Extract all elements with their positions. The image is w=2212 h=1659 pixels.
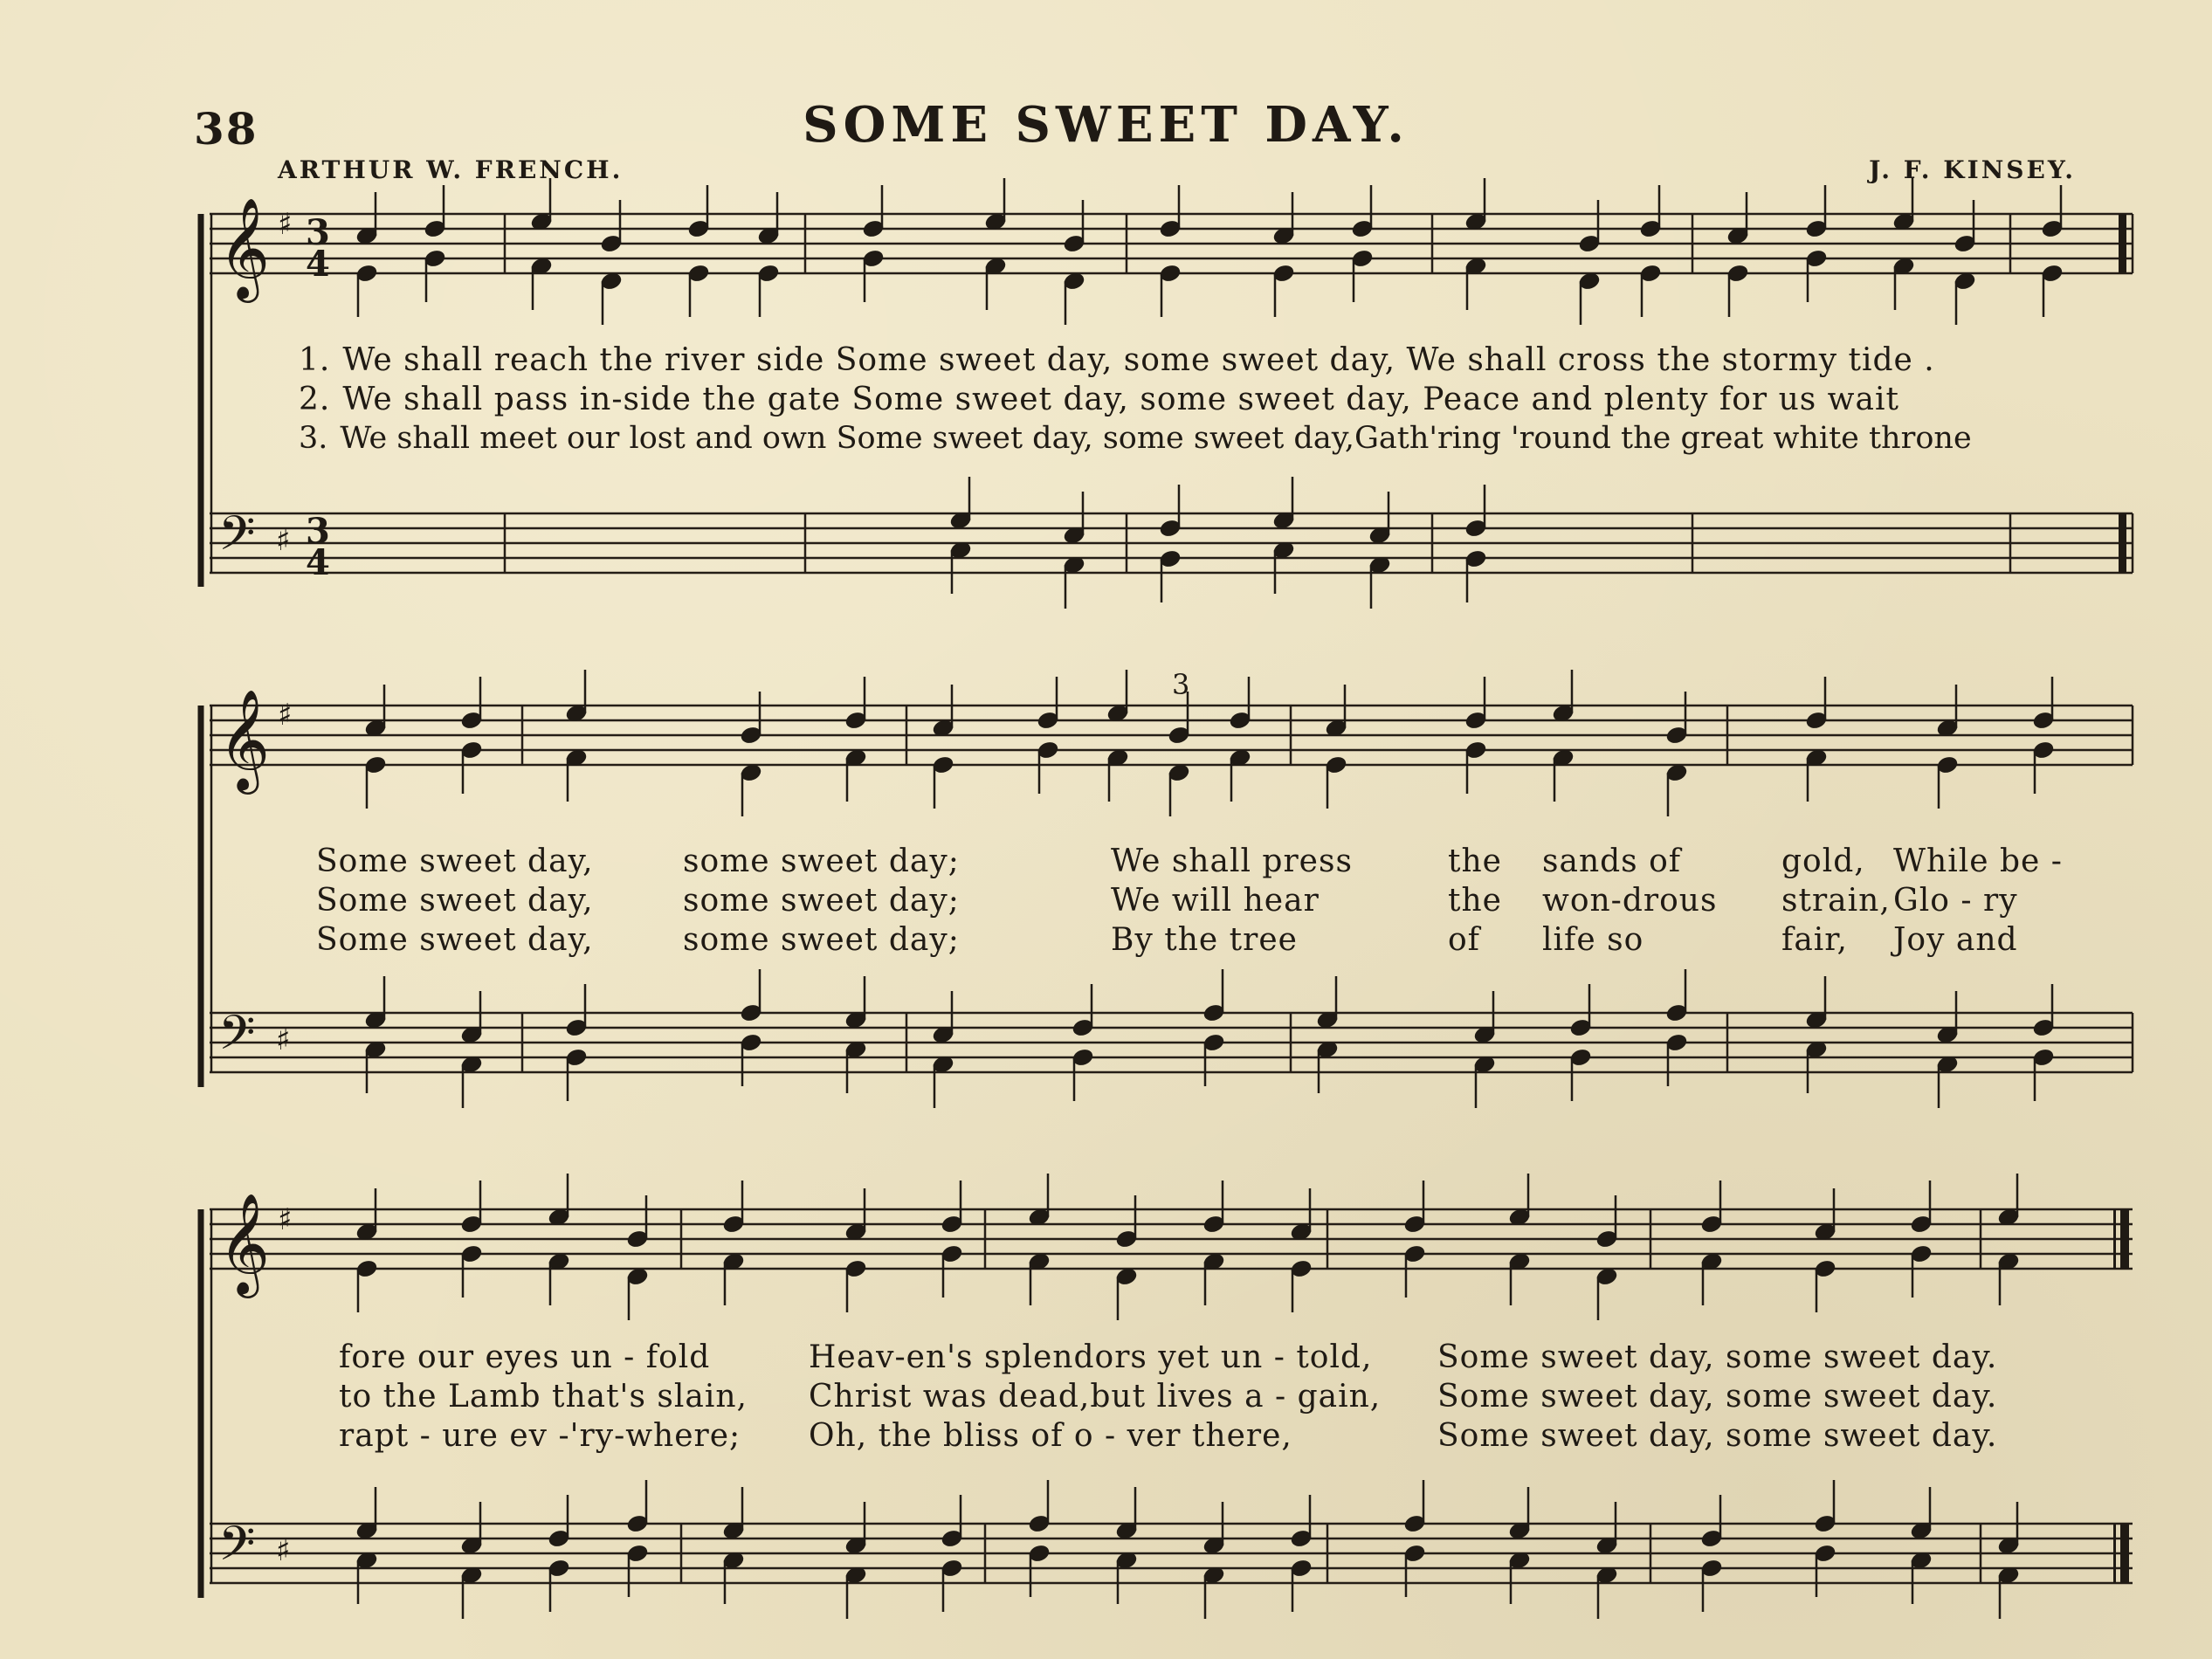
- page-number: 38: [194, 103, 258, 155]
- lyric-chunk: Some sweet day,: [316, 843, 594, 879]
- system-brackets: [201, 214, 211, 1598]
- sharp-icon: ♯: [276, 1533, 291, 1568]
- lyric-chunk: fair,: [1781, 922, 1848, 958]
- final-barlines: [2113, 214, 2129, 1583]
- lyric-chunk: Some sweet day, some sweet day.: [1437, 1418, 1998, 1454]
- lyric-chunk: Joy and: [1893, 922, 2018, 958]
- treble-clef-icon: 𝄞: [218, 688, 271, 790]
- sharp-icon: ♯: [278, 207, 293, 242]
- verse-number: 1.: [299, 342, 331, 378]
- verse-number: 3.: [299, 421, 328, 456]
- treble-clef-icon: 𝄞: [218, 1192, 271, 1294]
- sharp-icon: ♯: [276, 1022, 291, 1057]
- lyric-chunk: some sweet day;: [683, 843, 960, 879]
- lyric-chunk: We will hear: [1111, 883, 1320, 919]
- composer-credit: J. F. KINSEY.: [1869, 155, 2076, 184]
- bass-clef-icon: 𝄢: [218, 1005, 256, 1072]
- verse-text: We shall meet our lost and own Some sweet day, some sweet day,Gath'ring 'round the great white throne: [340, 421, 1972, 456]
- lyric-chunk: the: [1448, 843, 1502, 879]
- lyric-chunk: fore our eyes un - fold: [339, 1339, 711, 1375]
- lyric-chunk: While be -: [1893, 843, 2063, 879]
- clefs: [218, 196, 292, 1583]
- lyric-chunk: some sweet day;: [683, 883, 960, 919]
- time-sig-bottom: 4: [306, 244, 330, 285]
- lyric-chunk: sands of: [1542, 843, 1682, 879]
- lyric-chunk: Heav-en's splendors yet un - told,: [809, 1339, 1373, 1375]
- bass-clef-icon: 𝄢: [218, 1516, 256, 1583]
- lyric-chunk: the: [1448, 883, 1502, 919]
- lyric-chunk: Some sweet day,: [316, 922, 594, 958]
- sharp-icon: ♯: [278, 1202, 293, 1237]
- verse-number: 2.: [299, 382, 331, 417]
- lyric-chunk: life so: [1542, 922, 1644, 958]
- lyric-chunk: Some sweet day, some sweet day.: [1437, 1339, 1998, 1375]
- bass-clef-icon: 𝄢: [218, 506, 256, 573]
- lyric-chunk: won-drous: [1542, 883, 1718, 919]
- lyric-chunk: By the tree: [1111, 922, 1298, 958]
- lyric-chunk: We shall press: [1111, 843, 1353, 879]
- verse-line: [299, 342, 1935, 378]
- lyric-chunk: of: [1448, 922, 1480, 958]
- lyric-chunk: to the Lamb that's slain,: [339, 1379, 748, 1415]
- lyric-chunk: Glo - ry: [1893, 883, 2018, 919]
- time-sig-top: 3: [306, 212, 330, 253]
- verse-line: [299, 421, 1972, 456]
- verse-text: We shall reach the river side Some sweet day, some sweet day, We shall cross the stormy tide .: [342, 342, 1935, 378]
- lyric-chunk: Some sweet day,: [316, 883, 594, 919]
- lyric-chunk: gold,: [1781, 843, 1865, 879]
- treble-clef-icon: 𝄞: [218, 196, 271, 299]
- time-sig-bottom: 4: [306, 542, 330, 583]
- sharp-icon: ♯: [276, 523, 291, 558]
- lyric-chunk: rapt - ure ev -'ry-where;: [339, 1418, 741, 1454]
- verse-line: [299, 382, 1899, 417]
- lyric-chunk: some sweet day;: [683, 922, 960, 958]
- lyric-chunk: Oh, the bliss of o - ver there,: [809, 1418, 1292, 1454]
- lyric-chunk: strain,: [1781, 883, 1891, 919]
- verse-text: We shall pass in-side the gate Some sweet day, some sweet day, Peace and plenty for us wait: [342, 382, 1899, 417]
- song-title: SOME SWEET DAY.: [803, 96, 1409, 154]
- sharp-icon: ♯: [278, 698, 293, 733]
- lyricist-credit: ARTHUR W. FRENCH.: [278, 155, 624, 184]
- lyric-chunk: Christ was dead,but lives a - gain,: [809, 1379, 1382, 1415]
- triplet-mark: 3: [1172, 668, 1190, 701]
- lyric-chunk: Some sweet day, some sweet day.: [1437, 1379, 1998, 1415]
- time-sig-top: 3: [306, 511, 330, 552]
